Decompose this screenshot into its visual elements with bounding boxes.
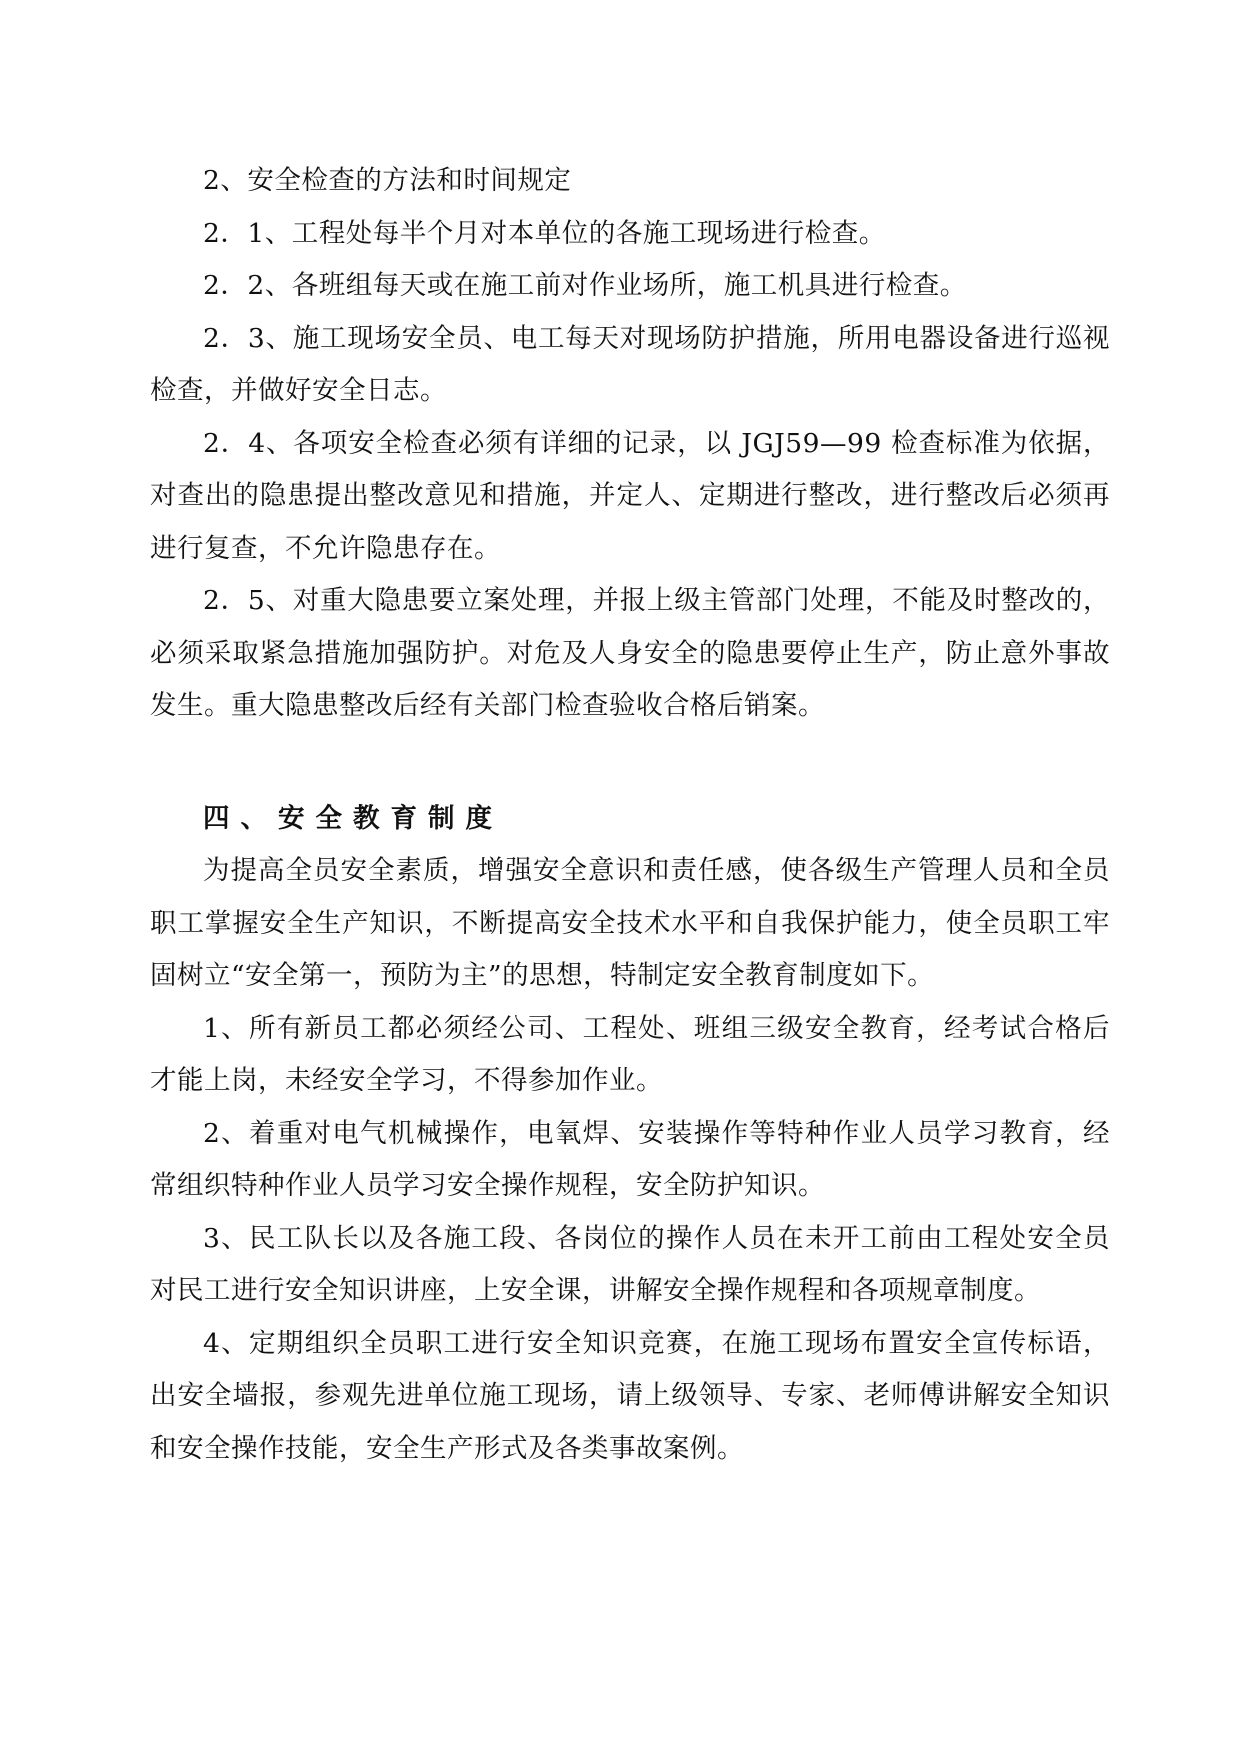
paragraph-2-4: 2．4、各项安全检查必须有详细的记录，以 JGJ59—99 检查标准为依据，对查出的隐患提出整改意见和措施，并定人、定期进行整改，进行整改后必须再进行复查，不允许隐患存在。 <box>150 427 1110 564</box>
paragraph-education-1: 1、所有新员工都必须经公司、工程处、班组三级安全教育，经考试合格后才能上岗，未经安全学习，不得参加作业。 <box>150 1012 1110 1096</box>
paragraph-2-5: 2．5、对重大隐患要立案处理，并报上级主管部门处理，不能及时整改的，必须采取紧急措施加强防护。对危及人身安全的隐患要停止生产，防止意外事故发生。重大隐患整改后经有关部门检查验收合格后销案。 <box>150 585 1110 721</box>
paragraph-education-3: 3、民工队长以及各施工段、各岗位的操作人员在未开工前由工程处安全员对民工进行安全知识讲座，上安全课，讲解安全操作规程和各项规章制度。 <box>150 1222 1110 1306</box>
paragraph-education-2: 2、着重对电气机械操作，电氧焊、安装操作等特种作业人员学习教育，经常组织特种作业人员学习安全操作规程，安全防护知识。 <box>150 1117 1110 1201</box>
paragraph-2-1: 2．1、工程处每半个月对本单位的各施工现场进行检查。 <box>203 217 886 249</box>
section-intro: 为提高全员安全素质，增强安全意识和责任感，使各级生产管理人员和全员职工掌握安全生产知识，不断提高安全技术水平和自我保护能力，使全员职工牢固树立“安全第一，预防为主”的思想，特制定安全教育制度如下。 <box>150 855 1110 991</box>
section-heading-safety-education: 四、安全教育制度 <box>203 802 503 834</box>
section-spacer <box>150 733 1110 793</box>
paragraph-2-3: 2．3、施工现场安全员、电工每天对现场防护措施，所用电器设备进行巡视检查，并做好安全日志。 <box>150 322 1110 406</box>
document-page <box>150 155 1110 1475</box>
paragraph-2-2: 2．2、各班组每天或在施工前对作业场所，施工机具进行检查。 <box>203 270 967 301</box>
section-title-inspection-methods: 2、安全检查的方法和时间规定 <box>203 165 572 196</box>
paragraph-education-4: 4、定期组织全员职工进行安全知识竞赛，在施工现场布置安全宣传标语，出安全墙报，参观先进单位施工现场，请上级领导、专家、老师傅讲解安全知识和安全操作技能，安全生产形式及各类事故案例。 <box>150 1327 1110 1464</box>
